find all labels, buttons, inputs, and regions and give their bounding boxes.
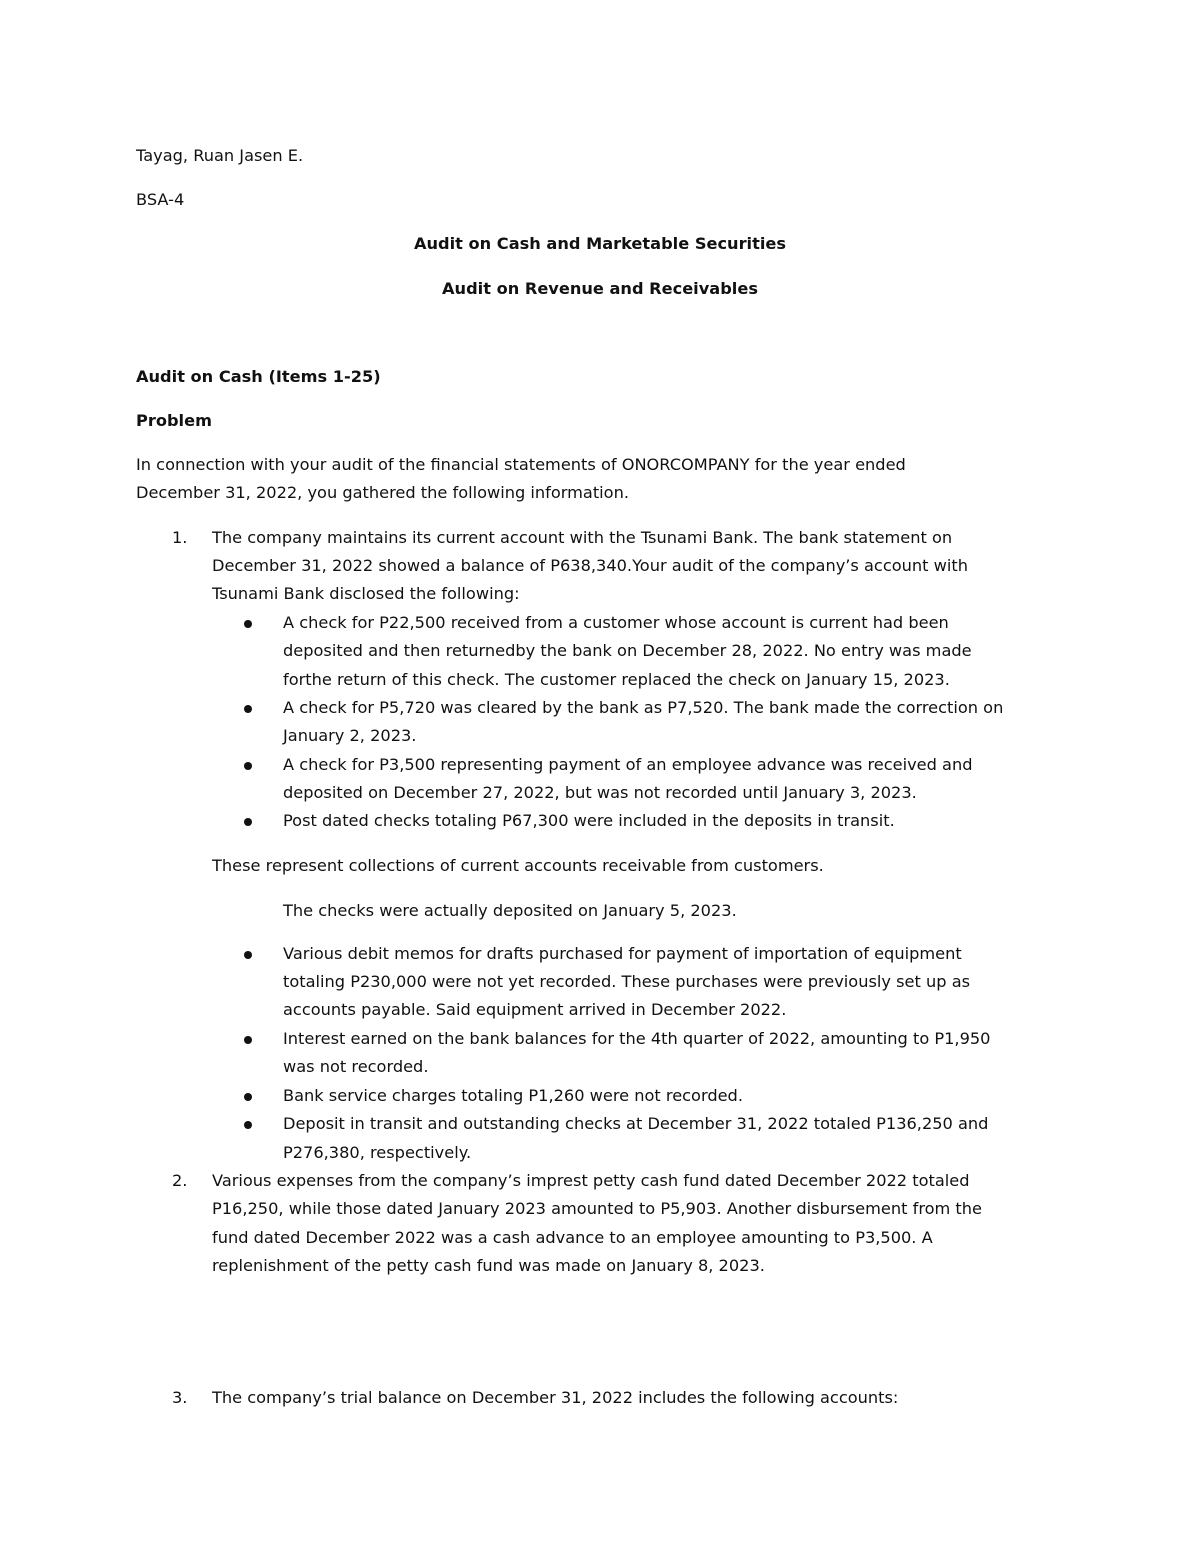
note-text: These represent collections of current accounts receivable from customers. [212,856,824,875]
section-heading: Audit on Cash (Items 1-25) [136,367,381,386]
item-1-line: The company maintains its current account with the Tsunami Bank. The bank statement on [212,528,953,547]
bullet-text: accounts payable. Said equipment arrived in December 2022. [283,1000,787,1019]
bullet-text: A check for P22,500 received from a customer whose account is current had been [283,613,949,632]
bullet-text: A check for P5,720 was cleared by the bank as P7,520. The bank made the correction on [283,698,1004,717]
bullet-text: P276,380, respectively. [283,1143,472,1162]
item-number: 3. [172,1388,188,1407]
bullet-icon [244,818,252,826]
bullet-text: Deposit in transit and outstanding checks at December 31, 2022 totaled P136,250 and [283,1114,989,1133]
bullet-text: A check for P3,500 representing payment of an employee advance was received and [283,755,973,774]
bullet-text: Various debit memos for drafts purchased for payment of importation of equipment [283,944,962,963]
class-section: BSA-4 [136,190,185,209]
bullet-text: deposited on December 27, 2022, but was not recorded until January 3, 2023. [283,783,917,802]
author-name: Tayag, Ruan Jasen E. [136,146,304,165]
bullet-icon [244,1036,252,1044]
item-3-line: The company’s trial balance on December 31, 2022 includes the following accounts: [212,1388,899,1407]
bullet-text: Post dated checks totaling P67,300 were included in the deposits in transit. [283,811,895,830]
problem-heading: Problem [136,411,212,430]
title-line-2: Audit on Revenue and Receivables [442,279,758,298]
bullet-text: totaling P230,000 were not yet recorded. These purchases were previously set up as [283,972,971,991]
item-1-line: Tsunami Bank disclosed the following: [212,584,520,603]
bullet-text: January 2, 2023. [283,726,417,745]
intro-line: In connection with your audit of the financial statements of ONORCOMPANY for the year ended [136,455,906,474]
bullet-text: Interest earned on the bank balances for the 4th quarter of 2022, amounting to P1,950 [283,1029,991,1048]
bullet-icon [244,1121,252,1129]
item-2-line: fund dated December 2022 was a cash advance to an employee amounting to P3,500. A [212,1228,933,1247]
item-number: 1. [172,528,188,547]
item-2-line: P16,250, while those dated January 2023 amounted to P5,903. Another disbursement from the [212,1199,982,1218]
item-1-line: December 31, 2022 showed a balance of P638,340.Your audit of the company’s account with [212,556,968,575]
intro-line: December 31, 2022, you gathered the following information. [136,483,629,502]
bullet-text: Bank service charges totaling P1,260 were not recorded. [283,1086,743,1105]
bullet-icon [244,762,252,770]
bullet-icon [244,705,252,713]
item-number: 2. [172,1171,188,1190]
bullet-text: forthe return of this check. The customer replaced the check on January 15, 2023. [283,670,950,689]
bullet-icon [244,951,252,959]
item-2-line: replenishment of the petty cash fund was made on January 8, 2023. [212,1256,765,1275]
bullet-text: was not recorded. [283,1057,429,1076]
item-2-line: Various expenses from the company’s imprest petty cash fund dated December 2022 totaled [212,1171,970,1190]
bullet-icon [244,620,252,628]
note-text: The checks were actually deposited on January 5, 2023. [283,901,737,920]
title-line-1: Audit on Cash and Marketable Securities [413,234,787,253]
bullet-text: deposited and then returnedby the bank on December 28, 2022. No entry was made [283,641,972,660]
bullet-icon [244,1093,252,1101]
